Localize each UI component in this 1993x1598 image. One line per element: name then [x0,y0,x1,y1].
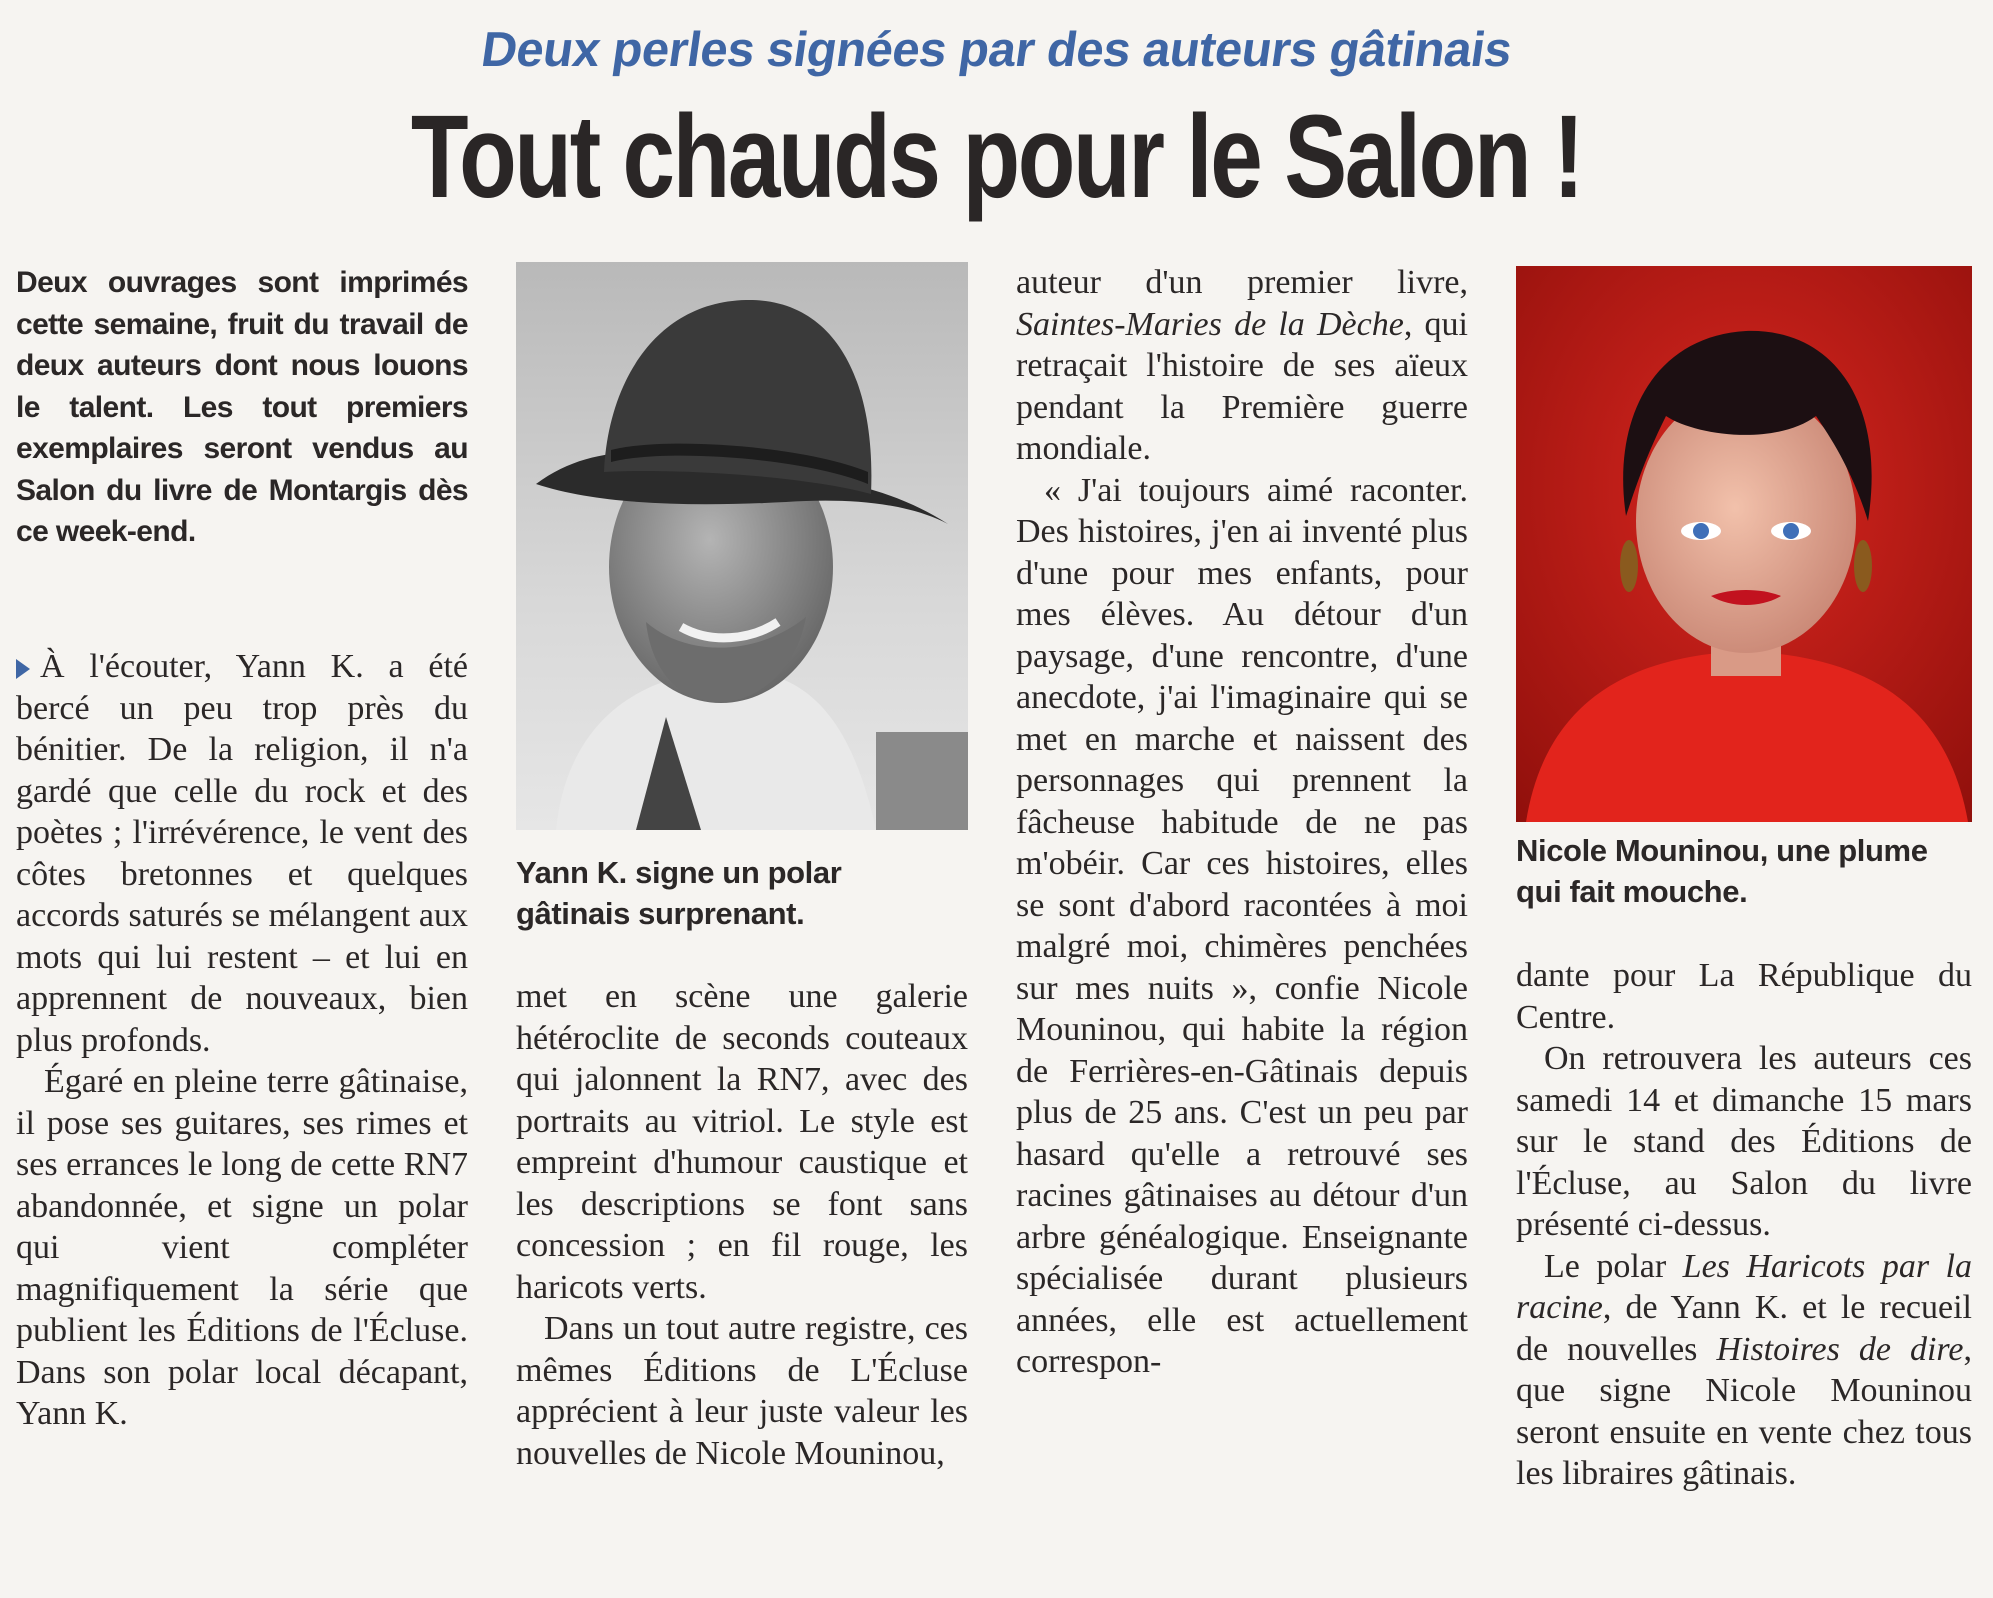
col1-paragraph-2: Égaré en pleine terre gâtinaise, il pose ses guitares, ses rimes et ses errances le long de cette RN7 abandonnée, et signe un polar qui vient compléter magnifiquement la série que publient les Éditions de l'Écluse. Dans son polar local décapant, Yann K. [16,1063,468,1432]
col4-paragraph-2: On retrouvera les auteurs ces samedi 14 et dimanche 15 mars sur le stand des Éditions de l'Écluse, au Salon du livre présenté ci-dessus. [1516,1040,1972,1243]
photo-nicole-mouninou [1516,266,1972,822]
photo-yann-k [516,262,968,830]
portrait-woman-red [1516,266,1972,822]
paragraph-marker-icon [16,659,30,679]
headline: Tout chauds pour le Salon ! [410,91,1583,223]
col4-paragraph-1: dante pour La République du Centre. [1516,957,1972,1036]
caption-yann-k: Yann K. signe un polar gâtinais surprenant. [516,855,842,931]
lead-paragraph: Deux ouvrages sont imprimés cette semaine, fruit du travail de deux auteurs dont nous louons le talent. Les tout premiers exemplaires seront vendus au Salon du livre de Montargis dès ce week-end. [16,266,468,548]
column-1 [16,646,468,1435]
col4-paragraph-3: Le polar Les Haricots par la racine, de Yann K. et le recueil de nouvelles Histoires de dire, que signe Nicole Mouninou seront ensuite en vente chez tous les libraires gâtinais. [1516,1247,1972,1492]
col1-paragraph-1: À l'écouter, Yann K. a été bercé un peu trop près du bénitier. De la religion, il n'a gardé que celle du rock et des poètes ; l'irrévérence, le vent des côtes bretonnes et quelques accords saturés se mélangent aux mots qui lui restent – et lui en apprennent de nouveaux, bien plus profonds. [16,648,468,1059]
column-4 [1516,955,1972,1495]
col2-paragraph-1: met en scène une galerie hétéroclite de seconds couteaux qui jalonnent la RN7, avec des portraits au vitriol. Le style est empreint d'humour caustique et les descriptions se font sans concession ; en fil rouge, les haricots verts. [516,978,968,1306]
caption-nicole-mouninou: Nicole Mouninou, une plume qui fait mouche. [1516,833,1928,909]
portrait-man-hat [516,262,968,830]
col3-paragraph-2: « J'ai toujours aimé raconter. Des histoires, j'en ai inventé plus d'une pour mes enfants, pour mes élèves. Au détour d'un paysage, d'une rencontre, d'une anecdote, j'ai l'imaginaire qui se met en marche et naissent des personnages qui prennent la fâcheuse habitude de ne pas m'obéir. Car ces histoires, elles se sont d'abord racontées à moi malgré moi, chimères penchées sur mes nuits », confie Nicole Mouninou, qui habite la région de Ferrières-en-Gâtinais depuis plus de 25 ans. C'est un peu par hasard qu'elle a retrouvé ses racines gâtinaises au détour d'un arbre généalogique. Enseignante spécialisée durant plusieurs années, elle est actuellement correspon- [1016,471,1468,1380]
kicker: Deux perles signées par des auteurs gâtinais [478,23,1515,77]
col2-paragraph-2: Dans un tout autre registre, ces mêmes Éditions de L'Écluse apprécient à leur juste valeur les nouvelles de Nicole Mouninou, [516,1310,968,1472]
column-2 [516,976,968,1474]
column-3 [1016,262,1468,1383]
col3-paragraph-1: auteur d'un premier livre, Saintes-Maries de la Dèche, qui retraçait l'histoire de ses aïeux pendant la Première guerre mondiale. [1016,264,1468,467]
